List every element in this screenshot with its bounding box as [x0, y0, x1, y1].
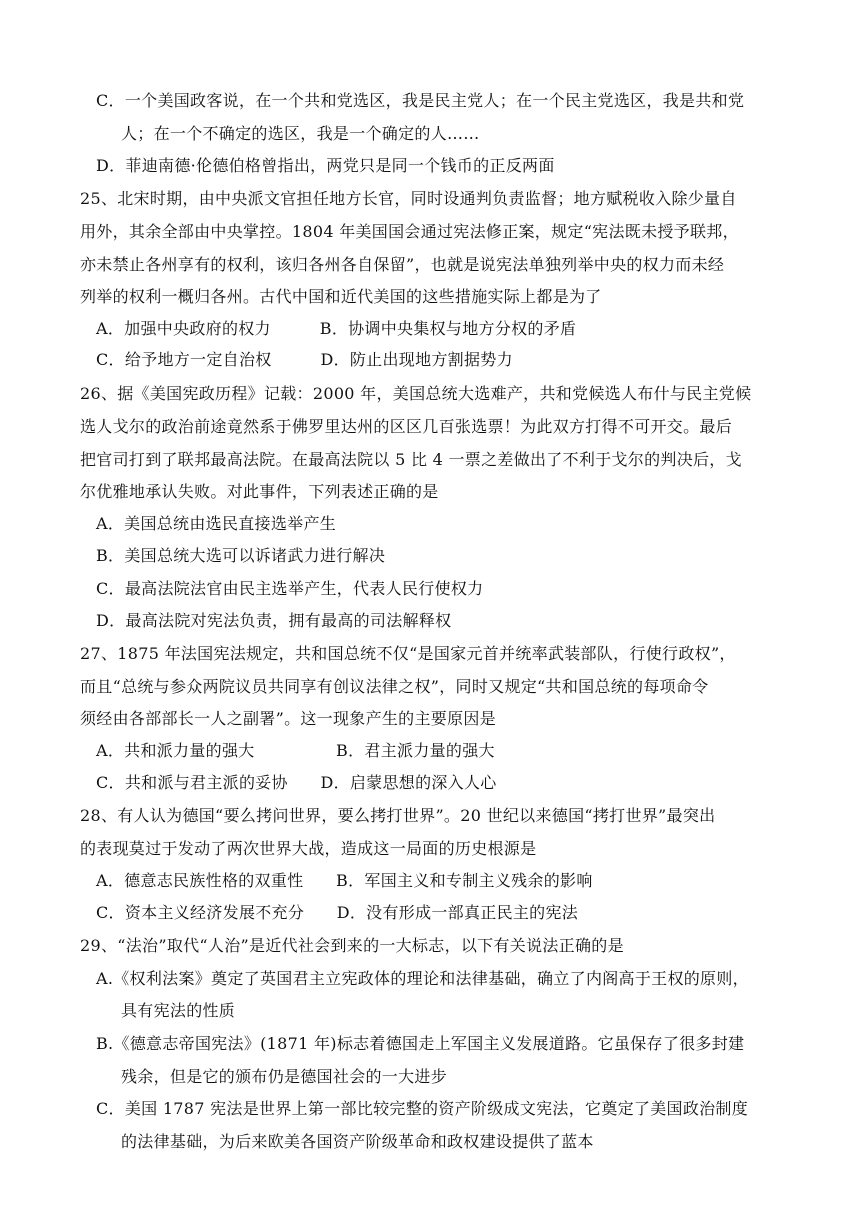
q25-options-ab: A．加强中央政府的权力 B．协调中央集权与地方分权的矛盾: [96, 319, 577, 338]
q25-stem-line2: 用外，其余全部由中央掌控。1804 年美国国会通过宪法修正案，规定“宪法既未授予联邦，: [80, 222, 739, 241]
q24-option-d: D．菲迪南德·伦德伯格曾指出，两党只是同一个钱币的正反两面: [96, 156, 555, 175]
q28-stem-line2: 的表现莫过于发动了两次世界大战，造成这一局面的历史根源是: [80, 839, 537, 858]
q29-option-a-line2: 具有宪法的性质: [121, 1001, 236, 1020]
q25-options-cd: C．给予地方一定自治权 D．防止出现地方割据势力: [96, 350, 513, 369]
q27-options-ab: A．共和派力量的强大 B．君主派力量的强大: [96, 741, 495, 760]
q29-option-c-line2: 的法律基础，为后来欧美各国资产阶级革命和政权建设提供了蓝本: [121, 1132, 594, 1151]
q28-stem-line1: 28、有人认为德国“要么拷问世界，要么拷打世界”。20 世纪以来德国“拷打世界”最突出: [80, 806, 716, 825]
q25-stem-line4: 列举的权利一概归各州。古代中国和近代美国的这些措施实际上都是为了: [80, 287, 602, 306]
q25-stem-line1: 25、北宋时期，由中央派文官担任地方长官，同时设通判负责监督；地方赋税收入除少量自: [80, 189, 737, 208]
q26-option-b: B．美国总统大选可以诉诸武力进行解决: [96, 546, 386, 565]
q26-stem-line4: 尔优雅地承认失败。对此事件，下列表述正确的是: [80, 482, 439, 501]
q26-stem-line3: 把官司打到了联邦最高法院。在最高法院以 5 比 4 一票之差做出了不利于戈尔的判决后，戈: [80, 450, 742, 469]
q26-stem-line1: 26、据《美国宪政历程》记载：2000 年，美国总统大选难产，共和党候选人布什与民主党候: [80, 384, 752, 403]
q26-option-d: D．最高法院对宪法负责，拥有最高的司法解释权: [96, 611, 452, 630]
q26-option-a: A．美国总统由选民直接选举产生: [96, 514, 337, 533]
q28-options-ab: A．德意志民族性格的双重性 B．军国主义和专制主义残余的影响: [96, 871, 593, 890]
q27-stem-line3: 须经由各部部长一人之副署”。这一现象产生的主要原因是: [80, 709, 496, 728]
q29-option-b-line2: 残余，但是它的颁布仍是德国社会的一大进步: [121, 1067, 448, 1086]
q27-options-cd: C．共和派与君主派的妥协 D．启蒙思想的深入人心: [96, 773, 497, 792]
q29-option-b-line1: B.《德意志帝国宪法》(1871 年)标志着德国走上军国主义发展道路。它虽保存了很多封建: [96, 1034, 745, 1053]
q28-options-cd: C．资本主义经济发展不充分 D．没有形成一部真正民主的宪法: [96, 903, 579, 922]
q29-option-c-line1: C．美国 1787 宪法是世界上第一部比较完整的资产阶级成文宪法，它奠定了美国政治制度: [96, 1099, 749, 1118]
q26-stem-line2: 选人戈尔的政治前途竟然系于佛罗里达州的区区几百张选票！为此双方打得不可开交。最后: [80, 417, 733, 436]
q26-option-c: C．最高法院法官由民主选举产生，代表人民行使权力: [96, 579, 484, 598]
q24-option-c-line2: 人；在一个不确定的选区，我是一个确定的人……: [121, 124, 480, 143]
q25-stem-line3: 亦未禁止各州享有的权利，该归各州各自保留”，也就是说宪法单独列举中央的权力而未经: [80, 255, 725, 274]
q27-stem-line1: 27、1875 年法国宪法规定，共和国总统不仅“是国家元首并统率武装部队，行使行政权”，: [80, 644, 736, 663]
q29-option-a-line1: A.《权利法案》奠定了英国君主立宪政体的理论和法律基础，确立了内阁高于王权的原则，: [96, 969, 749, 988]
q24-option-c-line1: C．一个美国政客说，在一个共和党选区，我是民主党人；在一个民主党选区，我是共和党: [96, 91, 745, 110]
q27-stem-line2: 而且“总统与参众两院议员共同享有创议法律之权”，同时又规定“共和国总统的每项命令: [80, 677, 709, 696]
q29-stem: 29、“法治”取代“人治”是近代社会到来的一大标志，以下有关说法正确的是: [80, 936, 624, 955]
